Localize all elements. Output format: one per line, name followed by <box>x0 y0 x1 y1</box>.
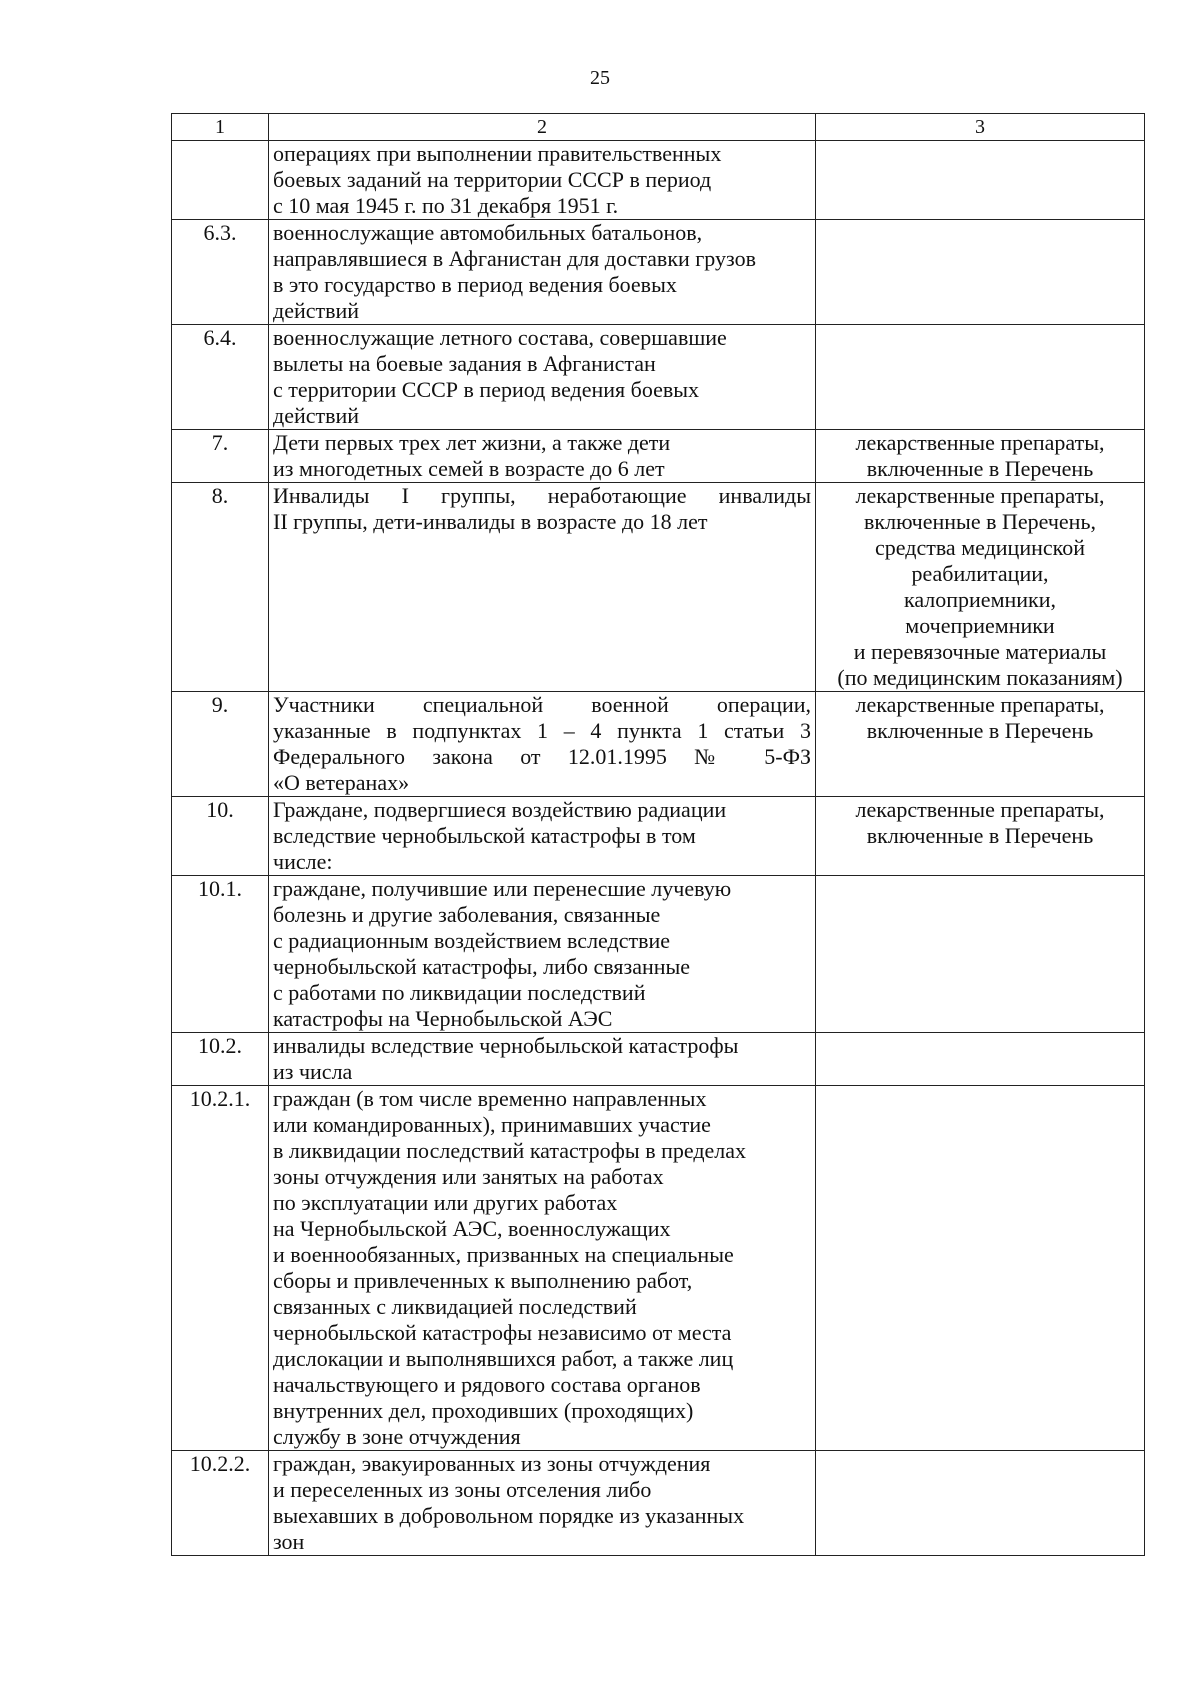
description-line: вследствие чернобыльской катастрофы в том <box>273 823 696 848</box>
description-line: чернобыльской катастрофы независимо от места <box>273 1320 732 1345</box>
column-header-2: 2 <box>269 114 816 141</box>
category-description <box>269 1086 816 1451</box>
page-number: 25 <box>590 67 610 89</box>
description-line: с радиационным воздействием вследствие <box>273 928 671 953</box>
column-header-1: 1 <box>172 114 269 141</box>
row-number: 10. <box>172 797 269 876</box>
table-row <box>172 1451 1145 1556</box>
description-line: Дети первых трех лет жизни, а также дети <box>273 430 671 455</box>
provision-line: лекарственные препараты, <box>855 430 1105 455</box>
provision-line: средства медицинской <box>875 535 1085 560</box>
description-line: «О ветеранах» <box>273 770 410 795</box>
description-line: или командированных), принимавших участие <box>273 1112 711 1137</box>
description-line: граждан, эвакуированных из зоны отчуждения <box>273 1451 711 1476</box>
description-line: действий <box>273 403 360 428</box>
description-line: дислокации и выполнявшихся работ, а также лиц <box>273 1346 734 1371</box>
description-line: числе: <box>273 849 333 874</box>
category-description <box>269 876 816 1033</box>
description-line: действий <box>273 298 360 323</box>
description-line: из многодетных семей в возрасте до 6 лет <box>273 456 665 481</box>
provision-items <box>816 1086 1145 1451</box>
table-row <box>172 483 1145 692</box>
description-line: из числа <box>273 1059 353 1084</box>
provision-line: включенные в Перечень <box>866 456 1094 481</box>
description-line: чернобыльской катастрофы, либо связанные <box>273 954 691 979</box>
description-line: вылеты на боевые задания в Афганистан <box>273 351 656 376</box>
row-number: 10.2.2. <box>172 1451 269 1556</box>
provision-items <box>816 692 1145 797</box>
description-line: Инвалиды I группы, неработающие инвалиды <box>273 483 811 508</box>
row-number: 8. <box>172 483 269 692</box>
provision-items <box>816 220 1145 325</box>
description-line: Участники специальной военной операции, <box>273 692 811 717</box>
provision-line: реабилитации, <box>911 561 1049 586</box>
description-line: военнослужащие летного состава, совершавшие <box>273 325 727 350</box>
row-number: 10.2. <box>172 1033 269 1086</box>
table-row <box>172 325 1145 430</box>
description-line: военнослужащие автомобильных батальонов, <box>273 220 703 245</box>
row-number <box>172 141 269 220</box>
description-line: катастрофы на Чернобыльской АЭС <box>273 1006 613 1031</box>
description-line: граждан (в том числе временно направленных <box>273 1086 707 1111</box>
provision-line: лекарственные препараты, <box>855 692 1105 717</box>
description-line: указанные в подпунктах 1 – 4 пункта 1 статьи 3 <box>273 718 811 743</box>
row-number: 7. <box>172 430 269 483</box>
table-row <box>172 220 1145 325</box>
row-number: 10.1. <box>172 876 269 1033</box>
table-row <box>172 430 1145 483</box>
column-header-3: 3 <box>816 114 1145 141</box>
description-line: и военнообязанных, призванных на специальные <box>273 1242 734 1267</box>
table-row <box>172 1086 1145 1451</box>
row-number: 9. <box>172 692 269 797</box>
row-number: 10.2.1. <box>172 1086 269 1451</box>
description-line: II группы, дети-инвалиды в возрасте до 18 лет <box>273 509 708 534</box>
description-line: инвалиды вследствие чернобыльской катастрофы <box>273 1033 739 1058</box>
category-description <box>269 141 816 220</box>
provision-line: мочеприемники <box>905 613 1055 638</box>
description-line: с 10 мая 1945 г. по 31 декабря 1951 г. <box>273 193 619 218</box>
provision-items <box>816 1451 1145 1556</box>
table-row <box>172 797 1145 876</box>
description-line: Федерального закона от 12.01.1995 № 5-ФЗ <box>273 744 811 769</box>
description-line: болезнь и другие заболевания, связанные <box>273 902 661 927</box>
description-line: выехавших в добровольном порядке из указанных <box>273 1503 745 1528</box>
table-row <box>172 876 1145 1033</box>
table-header-row <box>172 114 1145 141</box>
category-description <box>269 325 816 430</box>
table-row <box>172 692 1145 797</box>
provision-line: (по медицинским показаниям) <box>837 665 1123 690</box>
category-description <box>269 1033 816 1086</box>
provision-line: калоприемники, <box>903 587 1057 612</box>
description-line: начальствующего и рядового состава органов <box>273 1372 701 1397</box>
provision-items <box>816 141 1145 220</box>
category-description <box>269 1451 816 1556</box>
benefits-table <box>171 113 1145 1556</box>
description-line: зон <box>273 1529 305 1554</box>
description-line: граждане, получившие или перенесшие лучевую <box>273 876 732 901</box>
provision-items <box>816 1033 1145 1086</box>
category-description <box>269 797 816 876</box>
category-description <box>269 220 816 325</box>
description-line: зоны отчуждения или занятых на работах <box>273 1164 664 1189</box>
provision-line: лекарственные препараты, <box>855 483 1105 508</box>
category-description <box>269 430 816 483</box>
description-line: службу в зоне отчуждения <box>273 1424 521 1449</box>
table-body <box>172 114 1145 1556</box>
row-number: 6.3. <box>172 220 269 325</box>
description-line: на Чернобыльской АЭС, военнослужащих <box>273 1216 671 1241</box>
description-line: направлявшиеся в Афганистан для доставки грузов <box>273 246 756 271</box>
table-row <box>172 1033 1145 1086</box>
description-line: по эксплуатации или других работах <box>273 1190 618 1215</box>
description-line: Граждане, подвергшиеся воздействию радиации <box>273 797 727 822</box>
provision-items <box>816 483 1145 692</box>
provision-line: включенные в Перечень, <box>864 509 1096 534</box>
provision-items <box>816 797 1145 876</box>
provision-line: включенные в Перечень <box>866 823 1094 848</box>
description-line: сборы и привлеченных к выполнению работ, <box>273 1268 693 1293</box>
description-line: в это государство в период ведения боевых <box>273 272 677 297</box>
provision-items <box>816 325 1145 430</box>
description-line: боевых заданий на территории СССР в период <box>273 167 712 192</box>
description-line: и переселенных из зоны отселения либо <box>273 1477 652 1502</box>
provision-items <box>816 430 1145 483</box>
description-line: операциях при выполнении правительственных <box>273 141 722 166</box>
provision-line: включенные в Перечень <box>866 718 1094 743</box>
description-line: связанных с ликвидацией последствий <box>273 1294 637 1319</box>
table-row <box>172 141 1145 220</box>
description-line: с работами по ликвидации последствий <box>273 980 646 1005</box>
description-line: внутренних дел, проходивших (проходящих) <box>273 1398 694 1423</box>
description-line: в ликвидации последствий катастрофы в пределах <box>273 1138 747 1163</box>
category-description <box>269 692 816 797</box>
provision-items <box>816 876 1145 1033</box>
description-line: с территории СССР в период ведения боевых <box>273 377 700 402</box>
provision-line: и перевязочные материалы <box>853 639 1107 664</box>
category-description <box>269 483 816 692</box>
provision-line: лекарственные препараты, <box>855 797 1105 822</box>
row-number: 6.4. <box>172 325 269 430</box>
